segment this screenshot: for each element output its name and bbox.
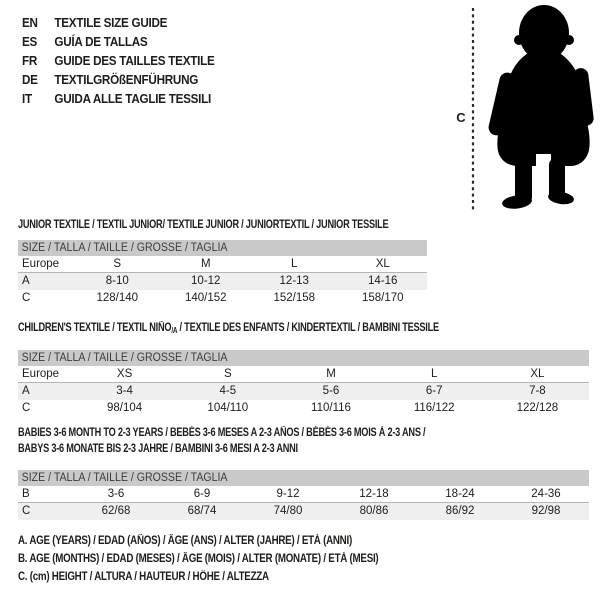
cell: 9-12 [276, 488, 300, 500]
size-header-label: SIZE / TALLA / TAILLE / GRÖSSE / TAGLIA [21, 472, 228, 484]
row-label: A [22, 275, 30, 287]
babies-table-title [18, 425, 425, 457]
cell: 98/104 [107, 402, 143, 414]
cell: S [223, 368, 232, 380]
cell: M [200, 258, 211, 270]
language-code: DE [22, 72, 38, 87]
cell: 74/80 [273, 505, 303, 517]
cell: 6-9 [193, 488, 211, 500]
cell: 5-6 [322, 385, 340, 397]
table-row-europe [18, 366, 589, 383]
cell: 18-24 [445, 488, 475, 500]
size-header-row [18, 470, 589, 486]
cell: 14-16 [368, 275, 398, 287]
language-label: GUIDE DES TAILLES TEXTILE [54, 53, 215, 68]
junior-textile-table [18, 240, 427, 307]
language-row [22, 70, 215, 89]
language-code: FR [22, 53, 38, 68]
language-list [22, 13, 236, 108]
row-label: B [22, 488, 30, 500]
note-c: C. (cm) HEIGHT / ALTURA / HAUTEUR / HÖHE / ALTEZZA [18, 571, 269, 583]
language-label: TEXTILE SIZE GUIDE [54, 15, 168, 30]
cell: 8-10 [105, 275, 129, 287]
children-textile-table [18, 350, 589, 417]
children-title-post: / TEXTILE DES ENFANTS / KINDERTEXTIL / BAMBINI TESSILE [177, 322, 439, 334]
size-header-row [18, 240, 427, 256]
table-row-age [18, 273, 427, 290]
language-row [22, 89, 215, 108]
cell: 86/92 [445, 505, 475, 517]
size-header-label: SIZE / TALLA / TAILLE / GRÖSSE / TAGLIA [21, 352, 228, 364]
language-row [22, 51, 215, 70]
cell: L [430, 368, 438, 380]
legend-notes [18, 532, 442, 586]
cell: L [291, 258, 298, 270]
language-code: ES [22, 34, 38, 49]
children-title-sub: /A [171, 326, 178, 335]
language-row [22, 13, 215, 32]
cell: 6-7 [425, 385, 443, 397]
language-row [22, 32, 215, 51]
table-row-height [18, 400, 589, 417]
row-label: C [22, 402, 31, 414]
language-code: EN [22, 15, 38, 30]
cell: XS [116, 368, 133, 380]
babies-title-line2: BABYS 3-6 MONATE BIS 2-3 JAHRE / BAMBINI 3-6 MESI A 2-3 ANNI [18, 443, 298, 455]
cell: XL [530, 368, 545, 380]
table-row-age [18, 383, 589, 400]
cell: 12-13 [279, 275, 309, 287]
cell: 7-8 [529, 385, 546, 397]
baby-silhouette-icon [487, 5, 594, 210]
cell: 80/86 [359, 505, 389, 517]
cell: 122/128 [516, 402, 559, 414]
cell: 140/152 [184, 292, 227, 304]
row-label: C [22, 505, 31, 517]
cell: M [326, 368, 336, 380]
table-row-europe [18, 256, 427, 273]
cell: 116/122 [413, 402, 455, 414]
cell: 62/68 [101, 505, 131, 517]
row-label: Europe [22, 258, 60, 270]
table-row-height [18, 290, 427, 307]
language-label: GUIDA ALLE TAGLIE TESSILI [54, 91, 212, 106]
children-title-pre: CHILDREN'S TEXTILE / TEXTIL NIÑO [18, 322, 172, 334]
table-row-height [18, 503, 589, 520]
baby-figure [458, 2, 598, 214]
row-label: A [22, 385, 30, 397]
cell: 92/98 [531, 505, 561, 517]
height-measure-label: C [456, 110, 466, 125]
cell: 128/140 [96, 292, 139, 304]
cell: 104/110 [207, 402, 249, 414]
language-code: IT [22, 91, 32, 106]
children-table-title [18, 320, 439, 339]
cell: 3-6 [107, 488, 125, 500]
note-b: B. AGE (MONTHS) / EDAD (MESES) / ÂGE (MOIS) / ALTER (MONATE) / ETÀ (MESI) [18, 553, 379, 565]
row-label: Europe [22, 368, 60, 380]
cell: XL [375, 258, 390, 270]
size-header-label: SIZE / TALLA / TAILLE / GRÖSSE / TAGLIA [21, 242, 228, 254]
babies-title-line1: BABIES 3-6 MONTH TO 2-3 YEARS / BEBÉS 3-6 MESES A 2-3 AÑOS / BÉBÉS 3-6 MOIS À 2-3 ANS / [18, 427, 426, 439]
row-label: C [22, 292, 31, 304]
cell: 4-5 [219, 385, 237, 397]
table-row-months [18, 486, 589, 503]
language-label: TEXTILGRÖßENFÜHRUNG [54, 72, 199, 87]
cell: 12-18 [359, 488, 389, 500]
cell: 3-4 [116, 385, 133, 397]
babies-textile-table [18, 470, 589, 520]
size-header-row [18, 350, 589, 366]
cell: 24-36 [531, 488, 561, 500]
junior-table-title: JUNIOR TEXTILE / TEXTIL JUNIOR/ TEXTILE JUNIOR / JUNIORTEXTIL / JUNIOR TESSILE [18, 219, 389, 231]
cell: 110/116 [311, 402, 351, 414]
note-a: A. AGE (YEARS) / EDAD (AÑOS) / ÂGE (ANS) / ALTER (JAHRE) / ETÀ (ANNI) [18, 535, 352, 547]
language-label: GUÍA DE TALLAS [54, 34, 148, 49]
cell: 152/158 [273, 292, 316, 304]
cell: S [113, 258, 122, 270]
cell: 10-12 [191, 275, 221, 287]
cell: 68/74 [187, 505, 217, 517]
cell: 158/170 [361, 292, 404, 304]
